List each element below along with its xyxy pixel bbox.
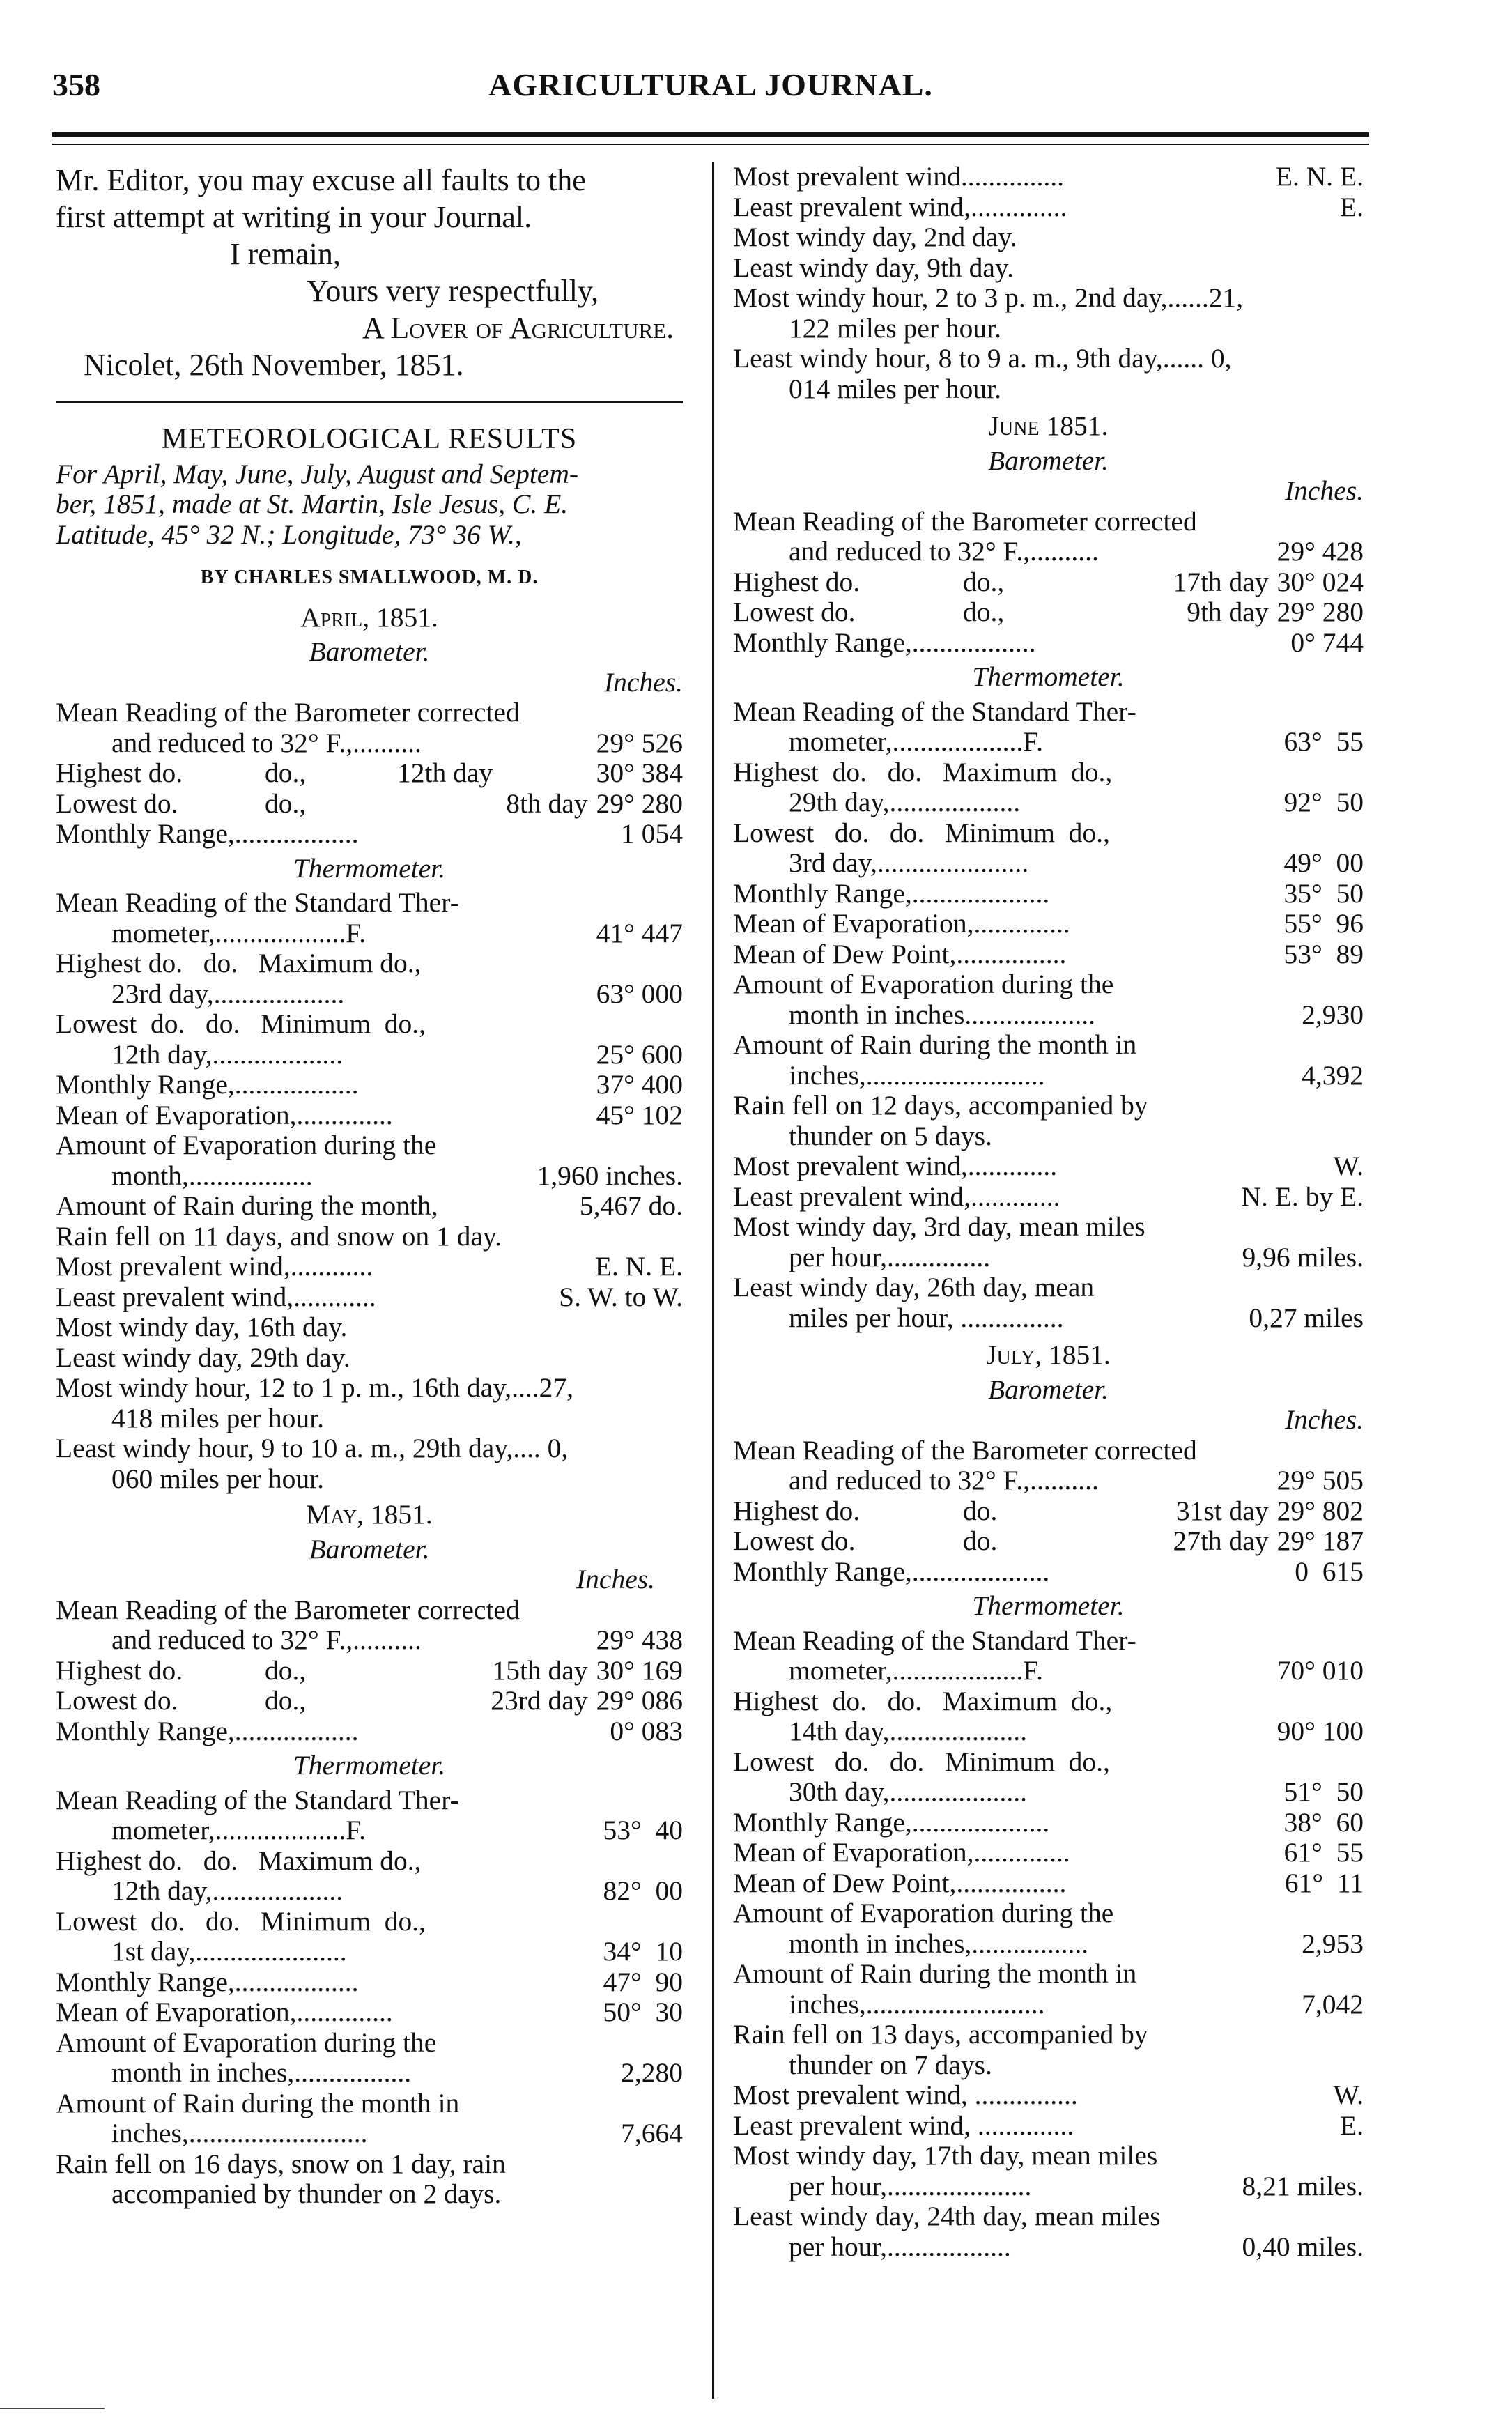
stat-value: 29° 802: [1276, 1495, 1364, 1526]
journal-title: AGRICULTURAL JOURNAL.: [488, 67, 933, 102]
stat-row: Highest do. do., 17th day 30° 024: [733, 566, 1364, 597]
stat-row: Least prevalent wind,.............. E.: [733, 191, 1364, 222]
stat-value: 30° 024: [1276, 566, 1364, 597]
stat-value: 2,953: [1302, 1928, 1364, 1959]
stat-row: Most prevalent wind............... E. N. E.: [733, 161, 1364, 192]
mean-reading-label: Mean Reading of the Barometer corrected: [56, 1594, 520, 1625]
stat-label: Mean Reading of the Standard Ther-: [56, 887, 459, 918]
stat-value: 51° 50: [1283, 1776, 1364, 1807]
stat-value: N. E. by E.: [1241, 1181, 1364, 1212]
stat-row: month in inches,................. 2,280: [111, 2057, 683, 2088]
stat-label: Least windy day, 26th day, mean: [733, 1272, 1095, 1302]
thermometer-heading: Thermometer.: [293, 1750, 446, 1781]
stat-row: inches,.......................... 7,042: [789, 1988, 1364, 2020]
letter-line: first attempt at writing in your Journal.: [56, 200, 532, 234]
stat-row: month,.................. 1,960 inches.: [111, 1160, 683, 1191]
stat-row: month in inches,................. 2,953: [789, 1928, 1364, 1959]
stat-value: 29° 428: [1276, 536, 1364, 567]
month-heading: July, 1851.: [986, 1339, 1111, 1370]
stat-value: 30° 169: [596, 1654, 683, 1686]
stat-value: 37° 400: [596, 1069, 683, 1100]
stat-value: 45° 102: [596, 1099, 683, 1130]
stat-label: Rain fell on 11 days, and snow on 1 day.: [56, 1220, 502, 1252]
page-number: 358: [52, 67, 100, 102]
stat-value: 0° 744: [1290, 626, 1364, 658]
stat-label: Most windy day, 3rd day, mean miles: [733, 1211, 1145, 1242]
stat-row: per hour,............... 9,96 miles.: [789, 1241, 1364, 1272]
stat-row: Monthly Range,.................. 0° 083: [56, 1715, 683, 1746]
stat-value: E. N. E.: [1275, 161, 1364, 192]
stat-row: and reduced to 32° F.,.......... 29° 526: [111, 727, 683, 758]
column-divider: [712, 162, 714, 2399]
stat-value: 50° 30: [603, 1997, 683, 2027]
stat-row: Monthly Range,.................... 0 615: [733, 1555, 1364, 1587]
stat-row: Most prevalent wind,............ E. N. E.: [56, 1251, 683, 1282]
letter-place-date: Nicolet, 26th November, 1851.: [84, 348, 464, 382]
stat-value: 29° 505: [1276, 1465, 1364, 1495]
stat-label: Most windy day, 2nd day.: [733, 222, 1017, 252]
stat-label: Mean Reading of the Standard Ther-: [733, 695, 1136, 727]
stat-label: Mean Reading of the Standard Ther-: [733, 1624, 1136, 1656]
stat-value: 47° 90: [603, 1966, 683, 1997]
stat-value: 25° 600: [596, 1038, 683, 1070]
stat-value: 29° 086: [596, 1685, 683, 1716]
stat-value: 92° 50: [1283, 787, 1364, 817]
stat-label: Rain fell on 13 days, accompanied by: [733, 2019, 1148, 2050]
stat-row: 30th day,.................... 51° 50: [789, 1776, 1364, 1807]
article-byline: BY CHARLES SMALLWOOD, M. D.: [200, 567, 539, 588]
april-section: [56, 603, 683, 1495]
section-divider: [56, 401, 683, 403]
stat-row: Mean of Evaporation,.............. 61° 55: [733, 1837, 1364, 1868]
stat-value: 0,27 miles: [1249, 1302, 1364, 1333]
stat-row: mometer,...................F. 53° 40: [111, 1815, 683, 1845]
inches-label: Inches.: [576, 1564, 655, 1594]
stat-row: 29th day,................... 92° 50: [789, 787, 1364, 817]
stat-row: Monthly Range,.................. 0° 744: [733, 626, 1364, 658]
inches-label: Inches.: [604, 666, 683, 698]
article-subtitle: Latitude, 45° 32 N.; Longitude, 73° 36 W.,: [56, 518, 522, 550]
stat-value: E.: [1339, 191, 1364, 222]
mean-reading-label: Mean Reading of the Barometer corrected: [733, 505, 1197, 537]
stat-value: 5,467 do.: [579, 1190, 683, 1221]
stat-label: 060 miles per hour.: [111, 1463, 324, 1494]
stat-value: E. N. E.: [594, 1251, 683, 1282]
letter-closing: [56, 162, 683, 383]
stat-row: Highest do. do., 15th day 30° 169: [56, 1654, 683, 1686]
stat-label: thunder on 7 days.: [789, 2049, 992, 2080]
stat-value: 35° 50: [1283, 877, 1364, 909]
stat-label: Lowest do. do. Minimum do.,: [56, 1905, 426, 1937]
stat-value: 1,960 inches.: [537, 1160, 683, 1191]
month-heading: April, 1851.: [300, 601, 438, 633]
stat-value: 29° 438: [596, 1624, 683, 1655]
stat-label: Most windy hour, 2 to 3 p. m., 2nd day,......21,: [733, 282, 1244, 313]
stat-label: Rain fell on 12 days, accompanied by: [733, 1090, 1148, 1121]
stat-row: Monthly Range,.................... 38° 60: [733, 1806, 1364, 1838]
stat-row: month in inches................... 2,930: [789, 999, 1364, 1030]
stat-row: mometer,...................F. 70° 010: [789, 1655, 1364, 1686]
stat-label: accompanied by thunder on 2 days.: [111, 2178, 502, 2209]
stat-row: Mean of Dew Point,................ 61° 11: [733, 1867, 1364, 1898]
stat-value: W.: [1333, 1151, 1364, 1181]
stat-label: Least windy day, 9th day.: [733, 252, 1014, 283]
stat-row: mometer,...................F. 63° 55: [789, 726, 1364, 757]
inches-label: Inches.: [1285, 1404, 1364, 1435]
stat-row: and reduced to 32° F.,.......... 29° 505: [789, 1465, 1364, 1495]
stat-row: Least prevalent wind,............ S. W. to W.: [56, 1281, 683, 1312]
stat-label: Amount of Evaporation during the: [733, 1898, 1114, 1928]
stat-row: per hour,..................... 8,21 miles.: [789, 2170, 1364, 2201]
stat-row: Most prevalent wind,............. W.: [733, 1151, 1364, 1181]
stat-value: 2,280: [621, 2057, 683, 2088]
barometer-heading: Barometer.: [309, 636, 430, 667]
stat-row: 1st day,...................... 34° 10: [111, 1936, 683, 1967]
stat-value: 29° 280: [596, 787, 683, 819]
stat-value: S. W. to W.: [559, 1281, 683, 1312]
article-title: METEOROLOGICAL RESULTS: [161, 423, 578, 455]
letter-closing-phrase: Yours very respectfully,: [307, 274, 599, 308]
stat-label: Least windy hour, 9 to 10 a. m., 29th day,.... 0,: [56, 1433, 569, 1463]
stat-row: Mean of Evaporation,.............. 55° 96: [733, 908, 1364, 939]
stat-value: 4,392: [1302, 1059, 1364, 1091]
stat-label: Least windy day, 29th day.: [56, 1341, 350, 1373]
stat-value: 7,042: [1302, 1988, 1364, 2020]
stat-row: inches,.......................... 7,664: [111, 2118, 683, 2148]
stat-value: 55° 96: [1283, 908, 1364, 939]
stat-label: 122 miles per hour.: [789, 312, 1001, 344]
stat-row: Highest do. do., 12th day 30° 384: [56, 758, 683, 788]
stat-value: 9,96 miles.: [1242, 1241, 1364, 1272]
stat-row: and reduced to 32° F.,.......... 29° 428: [789, 536, 1364, 567]
may-wind-section: [733, 162, 1364, 404]
stat-value: 41° 447: [596, 917, 683, 948]
stat-row: 3rd day,...................... 49° 00: [789, 847, 1364, 878]
letter-signature: A Lover of Agriculture.: [362, 311, 674, 345]
stat-label: Most windy hour, 12 to 1 p. m., 16th day,....27,: [56, 1372, 574, 1403]
stat-row: Lowest do. do., 8th day 29° 280: [56, 787, 683, 819]
stat-value: 90° 100: [1276, 1716, 1364, 1746]
stat-row: Monthly Range,.................... 35° 50: [733, 877, 1364, 909]
stat-value: 0 615: [1295, 1555, 1364, 1587]
mean-reading-label: Mean Reading of the Barometer corrected: [56, 697, 520, 728]
stat-row: Least prevalent wind, .............. E.: [733, 2109, 1364, 2141]
stat-value: 2,930: [1302, 999, 1364, 1030]
stat-row: mometer,...................F. 41° 447: [111, 917, 683, 948]
left-column: [56, 162, 683, 2210]
stat-row: Monthly Range,.................. 47° 90: [56, 1966, 683, 1997]
stat-row: Highest do. do. 31st day 29° 802: [733, 1495, 1364, 1526]
stat-value: 29° 187: [1276, 1525, 1364, 1556]
page-header: [52, 66, 1369, 115]
stat-value: E.: [1339, 2109, 1364, 2141]
stat-row: Most prevalent wind, ............... W.: [733, 2079, 1364, 2110]
stat-label: Least windy hour, 8 to 9 a. m., 9th day,...... 0,: [733, 343, 1232, 374]
stat-label: Highest do. do. Maximum do.,: [56, 1845, 422, 1876]
letter-line: Mr. Editor, you may excuse all faults to the: [56, 163, 586, 197]
stat-value: 29° 280: [1276, 597, 1364, 627]
stat-label: Amount of Evaporation during the: [56, 2027, 437, 2058]
stat-row: Monthly Range,.................. 1 054: [56, 818, 683, 849]
stat-value: 0,40 miles.: [1242, 2231, 1364, 2262]
stat-label: Most windy day, 17th day, mean miles: [733, 2140, 1158, 2171]
stat-label: 418 miles per hour.: [111, 1402, 324, 1433]
stat-row: 12th day,................... 25° 600: [111, 1038, 683, 1070]
letter-remain: I remain,: [230, 237, 341, 271]
stat-value: 29° 526: [596, 727, 683, 758]
article-subtitle: ber, 1851, made at St. Martin, Isle Jesus, C. E.: [56, 489, 569, 519]
stat-row: Mean of Evaporation,.............. 50° 30: [56, 1997, 683, 2027]
stat-label: Lowest do. do. Minimum do.,: [56, 1008, 426, 1039]
stat-label: Amount of Rain during the month in: [733, 1029, 1137, 1060]
stat-row: 14th day,.................... 90° 100: [789, 1716, 1364, 1746]
may-section: [56, 1500, 683, 2210]
header-rule: [52, 132, 1369, 145]
barometer-heading: Barometer.: [309, 1533, 430, 1564]
stat-label: Lowest do. do. Minimum do.,: [733, 817, 1110, 848]
stat-label: Lowest do. do. Minimum do.,: [733, 1746, 1110, 1777]
stat-value: 7,664: [621, 2118, 683, 2148]
june-section: [733, 411, 1364, 1333]
barometer-heading: Barometer.: [988, 1374, 1109, 1405]
barometer-heading: Barometer.: [988, 445, 1109, 476]
stat-value: 34° 10: [603, 1936, 683, 1967]
mean-reading-label: Mean Reading of the Barometer corrected: [733, 1434, 1197, 1466]
stat-value: 53° 89: [1283, 938, 1364, 969]
stat-label: Least windy day, 24th day, mean miles: [733, 2201, 1161, 2231]
stat-row: 12th day,................... 82° 00: [111, 1875, 683, 1906]
stat-value: 70° 010: [1276, 1655, 1364, 1686]
stat-value: 49° 00: [1283, 847, 1364, 878]
stat-row: Mean of Evaporation,.............. 45° 102: [56, 1099, 683, 1130]
stat-label: Highest do. do. Maximum do.,: [733, 756, 1113, 787]
stat-value: 63° 000: [596, 978, 683, 1009]
stat-row: inches,.......................... 4,392: [789, 1059, 1364, 1091]
stat-value: 61° 55: [1283, 1837, 1364, 1868]
stat-value: 38° 60: [1283, 1806, 1364, 1838]
stat-row: Amount of Rain during the month, 5,467 do.: [56, 1190, 683, 1221]
thermometer-heading: Thermometer.: [972, 1590, 1125, 1621]
stat-row: Monthly Range,.................. 37° 400: [56, 1069, 683, 1100]
stat-label: Rain fell on 16 days, snow on 1 day, rain: [56, 2148, 506, 2179]
stat-label: Mean Reading of the Standard Ther-: [56, 1784, 459, 1815]
thermometer-heading: Thermometer.: [972, 661, 1125, 692]
stat-row: 23rd day,................... 63° 000: [111, 978, 683, 1009]
stat-row: Least prevalent wind,............. N. E. by E.: [733, 1181, 1364, 1212]
stat-row: per hour,.................. 0,40 miles.: [789, 2231, 1364, 2262]
stat-label: Amount of Rain during the month in: [56, 2087, 460, 2118]
stat-label: 014 miles per hour.: [789, 373, 1001, 404]
thermometer-heading: Thermometer.: [293, 852, 446, 884]
stat-row: Lowest do. do., 9th day 29° 280: [733, 597, 1364, 627]
stat-value: W.: [1333, 2079, 1364, 2110]
stat-row: Mean of Dew Point,................ 53° 89: [733, 938, 1364, 969]
stat-value: 63° 55: [1283, 726, 1364, 757]
stat-row: and reduced to 32° F.,.......... 29° 438: [111, 1624, 683, 1655]
stat-value: 30° 384: [596, 758, 683, 788]
stat-row: miles per hour, ............... 0,27 miles: [789, 1302, 1364, 1333]
inches-label: Inches.: [1285, 475, 1364, 506]
page-corner-mark: [0, 2408, 105, 2409]
stat-label: Highest do. do. Maximum do.,: [56, 948, 422, 978]
article-subtitle: For April, May, June, July, August and Septem-: [56, 458, 579, 489]
stat-value: 61° 11: [1284, 1867, 1364, 1898]
stat-label: Amount of Rain during the month in: [733, 1958, 1137, 1989]
stat-row: Lowest do. do., 23rd day 29° 086: [56, 1685, 683, 1716]
stat-value: 1 054: [621, 818, 683, 849]
stat-value: 0° 083: [610, 1715, 683, 1746]
july-section: [733, 1340, 1364, 2262]
stat-label: thunder on 5 days.: [789, 1120, 992, 1151]
month-heading: May, 1851.: [306, 1499, 433, 1530]
stat-value: 53° 40: [603, 1815, 683, 1845]
month-heading: June 1851.: [988, 410, 1109, 441]
stat-label: Amount of Evaporation during the: [56, 1130, 437, 1160]
stat-value: 8,21 miles.: [1242, 2170, 1364, 2201]
stat-label: Amount of Evaporation during the: [733, 969, 1114, 999]
stat-row: Lowest do. do. 27th day 29° 187: [733, 1525, 1364, 1556]
stat-value: 82° 00: [603, 1875, 683, 1906]
right-column: [733, 162, 1364, 2262]
stat-label: Highest do. do. Maximum do.,: [733, 1685, 1113, 1716]
stat-label: Most windy day, 16th day.: [56, 1312, 348, 1342]
